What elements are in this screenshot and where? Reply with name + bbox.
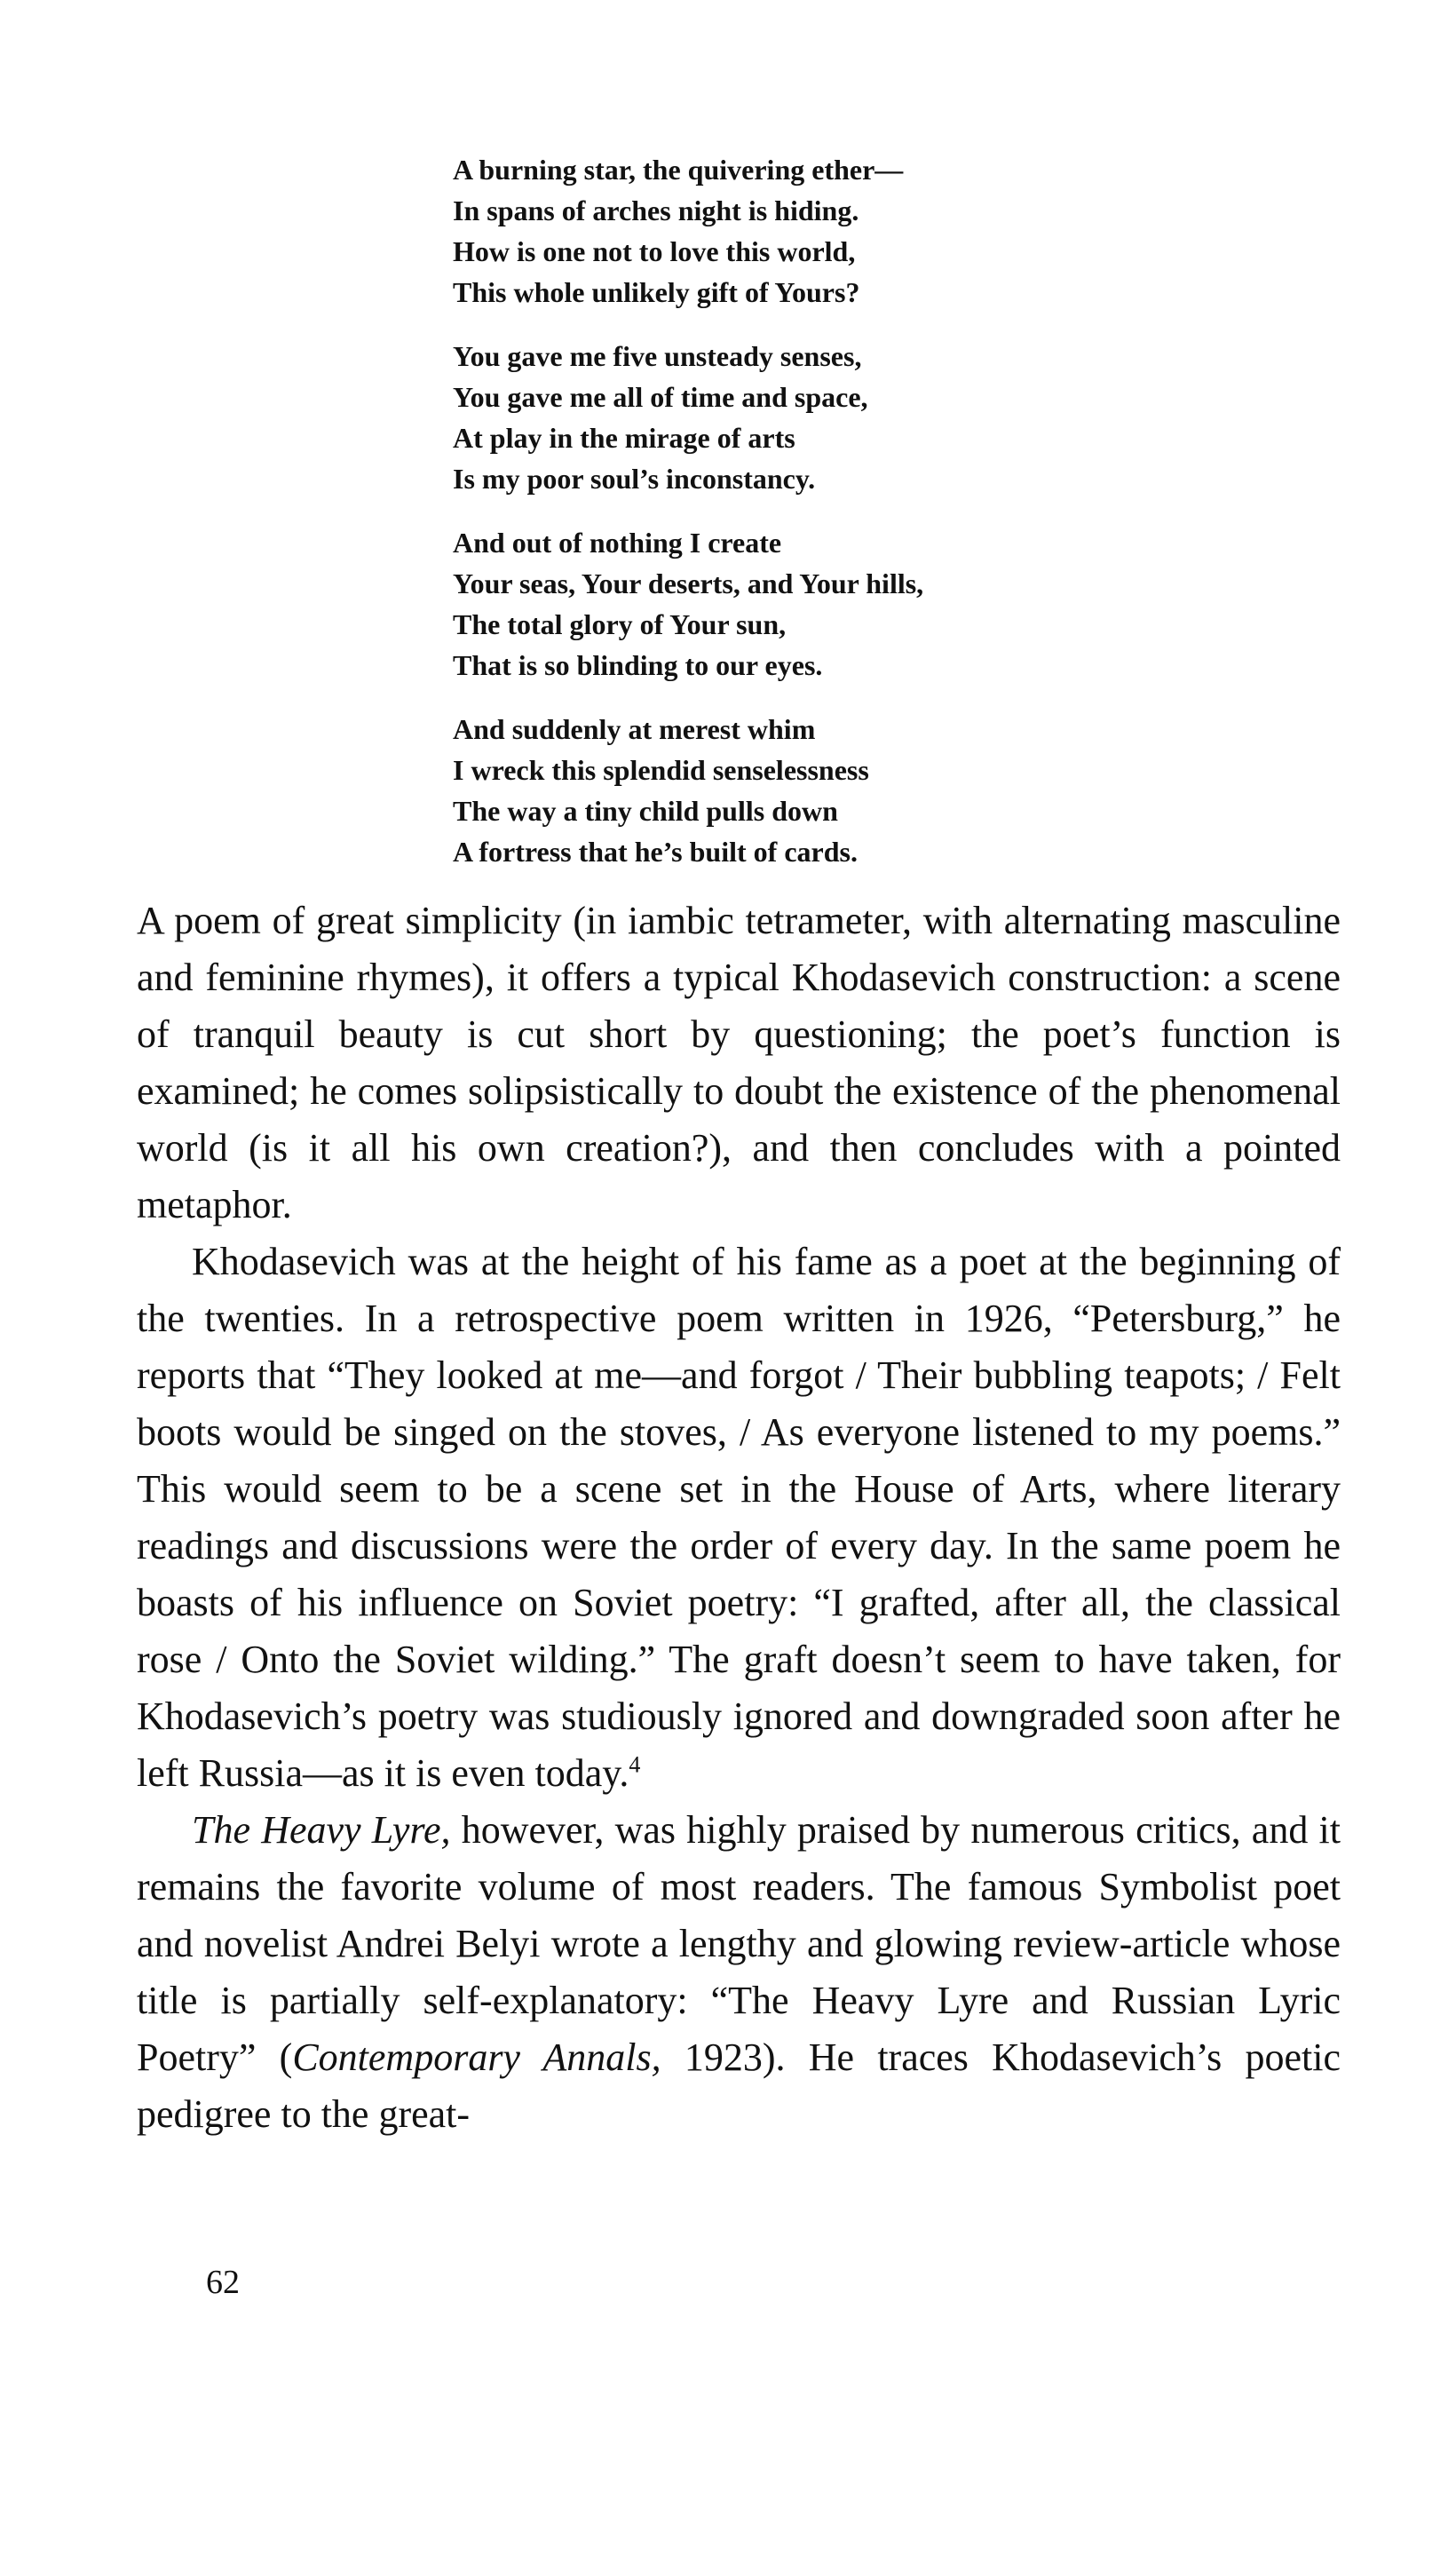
paragraph-2-text: Khodasevich was at the height of his fame as a poet at the beginning of the twenties. In a retrospective poem written in 1926, “Petersburg,” he reports that “They looked at me—and forgot / Their bubbling teapots; / Felt boots would be singed on the stoves, / As everyone listened to my poems.” This would seem to be a scene set in the House of Arts, where literary readings and discussions were the order of every day. In the same poem he boasts of his influence on Soviet poetry: “I grafted, after all, the classical rose / Onto the Soviet wilding.” The graft doesn’t seem to have taken, for Khodasevich’s poetry was studiously ignored and downgraded soon after he left Russia—as it is even today. <box>137 1240 1341 1795</box>
poem-line: In spans of arches night is hiding. <box>453 194 859 226</box>
poem-line: You gave me all of time and space, <box>453 381 868 413</box>
poem-line: That is so blinding to our eyes. <box>453 649 823 681</box>
poem-line: This whole unlikely gift of Yours? <box>453 276 860 308</box>
poem-block <box>453 149 1128 895</box>
poem-line: The way a tiny child pulls down <box>453 795 838 827</box>
book-title-italic: The Heavy Lyre, <box>192 1808 451 1852</box>
paragraph-3-text-1: however, was highly praised by numerous critics, and it remains the favorite volume of most readers. The famous Symbolist poet and novelist Andrei Belyi wrote a lengthy and glowing review-article whose title is partially self-explanatory: “The Heavy Lyre and Russian Lyric Poetry” ( <box>137 1808 1341 2079</box>
poem-line: Your seas, Your deserts, and Your hills, <box>453 567 924 599</box>
poem-line: And suddenly at merest whim <box>453 713 816 745</box>
poem-stanza-1 <box>453 149 1128 313</box>
body-text <box>137 893 1341 2143</box>
journal-title-italic: Contemporary Annals, <box>292 2035 661 2079</box>
poem-line: At play in the mirage of arts <box>453 422 795 454</box>
poem-line: And out of nothing I create <box>453 527 782 559</box>
poem-line: The total glory of Your sun, <box>453 608 787 640</box>
poem-line: A fortress that he’s built of cards. <box>453 836 858 868</box>
paragraph-2 <box>137 1234 1341 1802</box>
paragraph-3 <box>137 1802 1341 2143</box>
poem-line: Is my poor soul’s inconstancy. <box>453 463 816 495</box>
poem-line: I wreck this splendid senselessness <box>453 754 869 786</box>
paragraph-3-text-2: 1923). He traces Khodasevich’s poetic pedigree to the great- <box>137 2035 1341 2136</box>
poem-line: You gave me five unsteady senses, <box>453 340 862 372</box>
poem-line: How is one not to love this world, <box>453 235 856 267</box>
page-number: 62 <box>206 2264 240 2301</box>
paragraph-1: A poem of great simplicity (in iambic tetrameter, with alternating masculine and feminine rhymes), it offers a typical Khodasevich construction: a scene of tranquil beauty is cut short by questioning; the poet’s function is examined; he comes solipsistically to doubt the existence of the phenomenal world (is it all his own creation?), and then concludes with a pointed metaphor. <box>137 899 1341 1226</box>
footnote-marker: 4 <box>629 1751 641 1778</box>
poem-stanza-2 <box>453 336 1128 499</box>
poem-stanza-3 <box>453 522 1128 686</box>
poem-stanza-4 <box>453 709 1128 872</box>
poem-line: A burning star, the quivering ether— <box>453 154 904 186</box>
